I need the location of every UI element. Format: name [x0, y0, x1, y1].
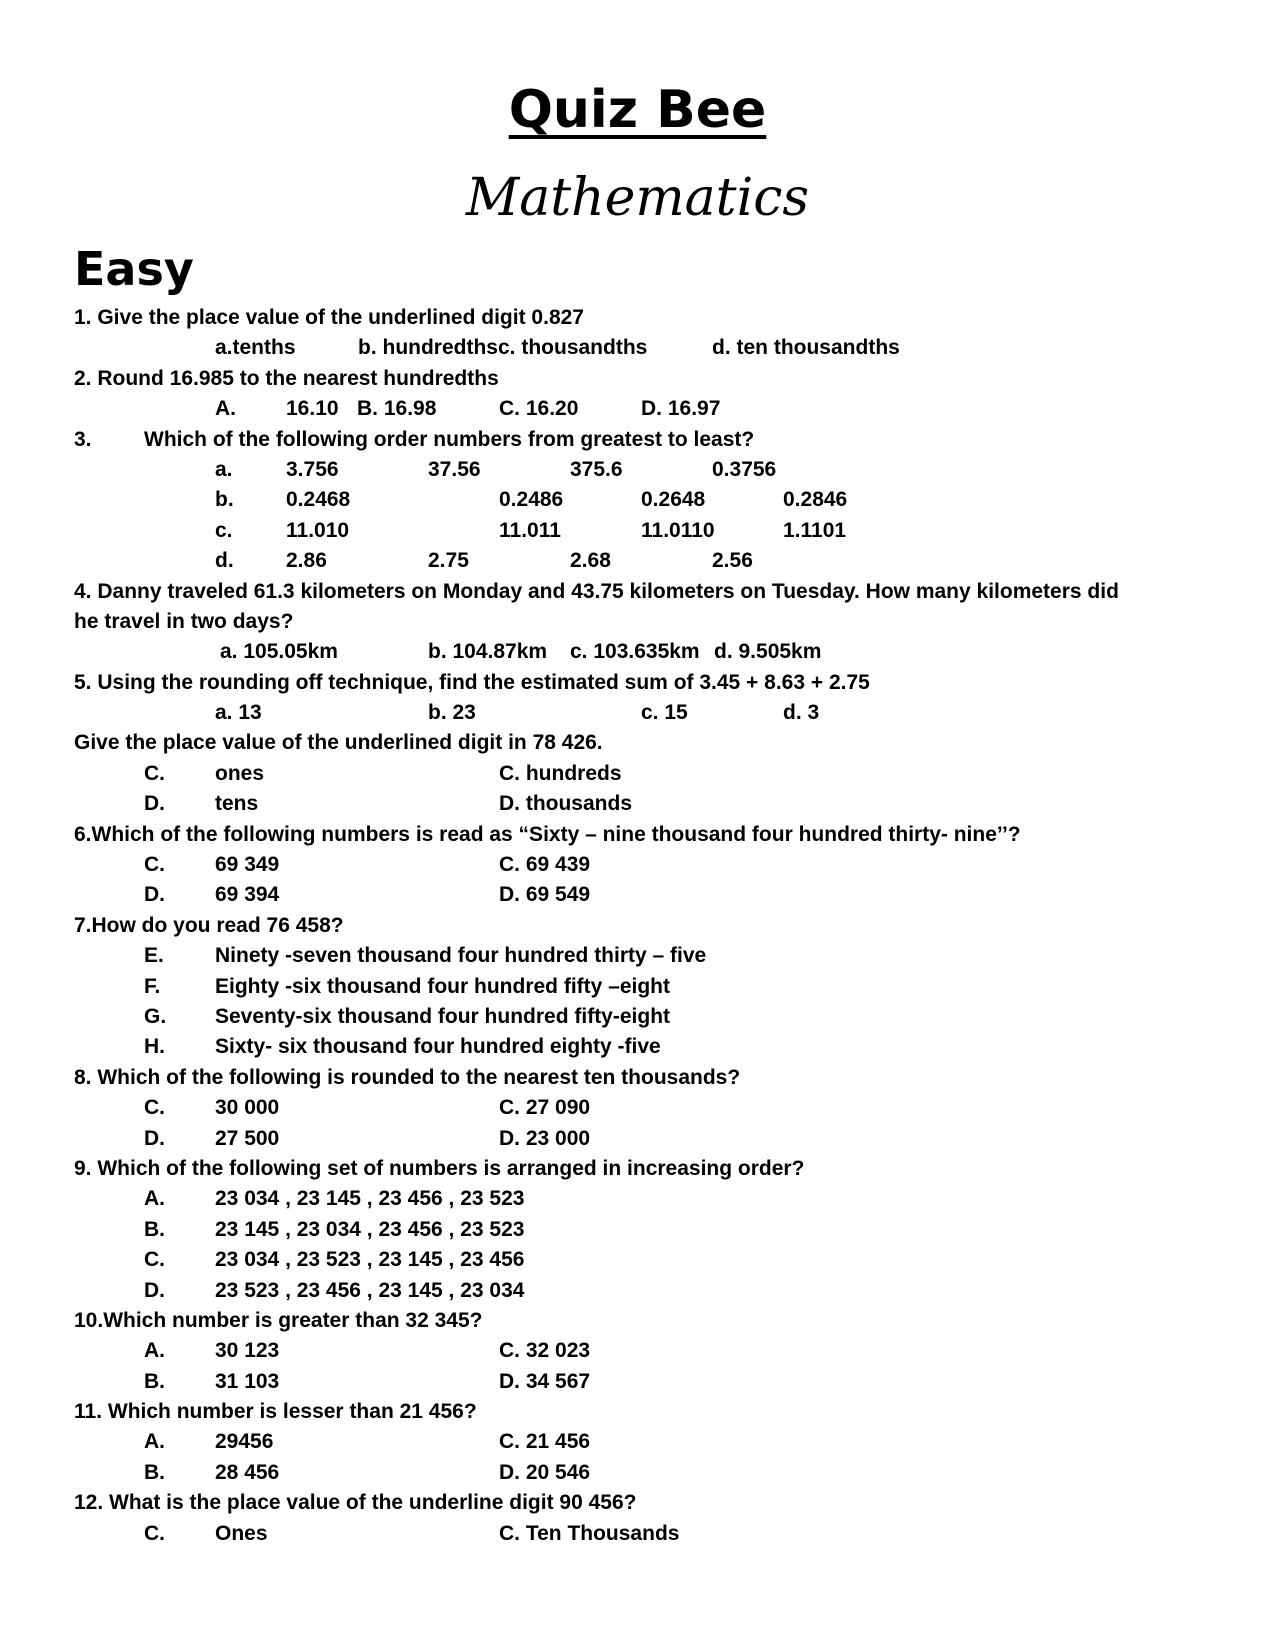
value: 11.010: [286, 518, 350, 542]
value: 375.6: [570, 457, 623, 481]
choice-label: d.: [215, 549, 234, 573]
choice: C. hundreds: [499, 761, 622, 785]
choice-label: D.: [144, 792, 165, 816]
choice: Eighty -six thousand four hundred fifty –eight: [215, 974, 670, 998]
choice-label: C.: [144, 1096, 165, 1120]
choice: C. 27 090: [499, 1096, 591, 1120]
choice: 69 349: [215, 853, 280, 877]
choice-row: [74, 1367, 1214, 1397]
question-3-row-b: [74, 485, 1214, 515]
choice-label: C.: [144, 761, 165, 785]
question-10: [74, 1306, 1214, 1336]
question-7: [74, 911, 1214, 941]
choice-label: A.: [215, 397, 236, 421]
choice: 29456: [215, 1430, 274, 1454]
question-4: [74, 577, 1214, 607]
choice-row: [74, 1427, 1214, 1457]
choice: 31 103: [215, 1369, 280, 1393]
choice: 23 523 , 23 456 , 23 145 , 23 034: [215, 1278, 525, 1302]
question-text: Give the place value of the underlined digit in 78 426.: [74, 731, 603, 755]
choice: d. ten thousandths: [712, 336, 900, 360]
choice-label: B.: [144, 1460, 165, 1484]
choice: C. 32 023: [499, 1339, 591, 1363]
choice-label: A.: [144, 1339, 165, 1363]
question-5-choices: [74, 698, 1214, 728]
question-2-choices: [74, 394, 1214, 424]
choice: d. 9.505km: [714, 640, 822, 664]
question-place-value: [74, 728, 1214, 758]
choice-label: C.: [144, 1248, 165, 1272]
choice: Sixty- six thousand four hundred eighty -five: [215, 1035, 661, 1059]
question-11: [74, 1397, 1214, 1427]
choice-row: [74, 1276, 1214, 1306]
question-5: [74, 668, 1214, 698]
choice: C. Ten Thousands: [499, 1521, 680, 1545]
choice: D. 34 567: [499, 1369, 591, 1393]
choice: 16.10: [286, 397, 339, 421]
question-text: 6.Which of the following numbers is read as “Sixty – nine thousand four hundred thirty- nine’’?: [74, 822, 1021, 846]
value: 2.68: [570, 549, 611, 573]
question-1: [74, 303, 1214, 333]
question-text: 11. Which number is lesser than 21 456?: [74, 1400, 477, 1424]
choice-row: [74, 1336, 1214, 1366]
choice: C. 16.20: [499, 397, 579, 421]
question-4-cont: [74, 607, 1214, 637]
question-1-choices: [74, 333, 1214, 363]
question-8: [74, 1063, 1214, 1093]
choice: Seventy-six thousand four hundred fifty-eight: [215, 1004, 671, 1028]
choice-label: B.: [144, 1217, 165, 1241]
choice: 30 000: [215, 1096, 280, 1120]
value: 37.56: [428, 457, 481, 481]
question-text: 9. Which of the following set of numbers is arranged in increasing order?: [74, 1156, 805, 1180]
question-text: 2. Round 16.985 to the nearest hundredths: [74, 366, 499, 390]
question-3-row-c: [74, 516, 1214, 546]
question-text: 4. Danny traveled 61.3 kilometers on Monday and 43.75 kilometers on Tuesday. How many kilometers did: [74, 579, 1119, 603]
question-text: 8. Which of the following is rounded to the nearest ten thousands?: [74, 1065, 741, 1089]
choice: Ones: [215, 1521, 268, 1545]
choice-row: [74, 1458, 1214, 1488]
question-12: [74, 1488, 1214, 1518]
choice-row: [74, 1184, 1214, 1214]
question-number: 3.: [74, 427, 92, 451]
choice-label: F.: [144, 974, 161, 998]
section-heading: Easy: [74, 242, 194, 296]
question-text: 1. Give the place value of the underlined digit 0.827: [74, 306, 584, 329]
choice: d. 3: [783, 701, 820, 725]
page-subtitle: Mathematics: [465, 168, 810, 228]
choice: ones: [215, 761, 265, 785]
choice-row: [74, 880, 1214, 910]
choice-label: E.: [144, 944, 164, 968]
value: 3.756: [286, 457, 339, 481]
choice-label: D.: [144, 883, 165, 907]
choice-label: D.: [144, 1126, 165, 1150]
question-text: 7.How do you read 76 458?: [74, 913, 344, 937]
choice-row: [74, 972, 1214, 1002]
value: 0.2468: [286, 488, 351, 512]
question-4-choices: [74, 637, 1214, 667]
choice: b. 104.87km: [428, 640, 548, 664]
question-text: he travel in two days?: [74, 609, 294, 633]
value: 11.0110: [641, 518, 715, 542]
choice: a.tenths: [215, 336, 296, 360]
choice: a. 105.05km: [220, 640, 338, 664]
choice: B. 16.98: [357, 397, 437, 421]
choice-row: [74, 759, 1214, 789]
question-text: Which of the following order numbers from greatest to least?: [144, 427, 755, 451]
value: 0.2486: [499, 488, 564, 512]
choice: a. 13: [215, 701, 262, 725]
choice: C. 69 439: [499, 853, 591, 877]
choice: c. thousandths: [498, 336, 648, 360]
choice-row: [74, 941, 1214, 971]
choice-row: [74, 850, 1214, 880]
choice: tens: [215, 792, 259, 816]
choice-label: C.: [144, 1521, 165, 1545]
choice-row: [74, 789, 1214, 819]
choice-row: [74, 1002, 1214, 1032]
value: 0.2846: [783, 488, 848, 512]
choice: c. 15: [641, 701, 688, 725]
value: 1.1101: [783, 518, 847, 542]
choice: 69 394: [215, 883, 280, 907]
question-2: [74, 364, 1214, 394]
choice: D. 69 549: [499, 883, 591, 907]
choice-row: [74, 1124, 1214, 1154]
choice-row: [74, 1093, 1214, 1123]
value: 0.2648: [641, 488, 706, 512]
question-9: [74, 1154, 1214, 1184]
choice-label: b.: [215, 488, 234, 512]
choice: C. 21 456: [499, 1430, 591, 1454]
page-title: Quiz Bee: [508, 80, 767, 140]
choice-label: A.: [144, 1187, 165, 1211]
question-text: 12. What is the place value of the underline digit 90 456?: [74, 1491, 637, 1515]
question-text: 10.Which number is greater than 32 345?: [74, 1308, 483, 1332]
question-3-row-a: [74, 455, 1214, 485]
question-3-row-d: [74, 546, 1214, 576]
question-6: [74, 820, 1214, 850]
choice: 23 034 , 23 145 , 23 456 , 23 523: [215, 1187, 525, 1211]
value: 2.86: [286, 549, 327, 573]
choice: c. 103.635km: [570, 640, 700, 664]
choice: D. 20 546: [499, 1460, 591, 1484]
choice-label: a.: [215, 457, 233, 481]
value: 11.011: [499, 518, 561, 542]
choice-row: [74, 1032, 1214, 1062]
choice: D. thousands: [499, 792, 633, 816]
choice-label: C.: [144, 853, 165, 877]
choice: b. 23: [428, 701, 476, 725]
value: 2.75: [428, 549, 469, 573]
choice-row: [74, 1215, 1214, 1245]
choice: 28 456: [215, 1460, 280, 1484]
choice: Ninety -seven thousand four hundred thirty – five: [215, 944, 707, 968]
choice-label: D.: [144, 1278, 165, 1302]
choice-label: G.: [144, 1004, 167, 1028]
choice: D. 16.97: [641, 397, 721, 421]
choice-label: B.: [144, 1369, 165, 1393]
choice-label: H.: [144, 1035, 165, 1059]
value: 0.3756: [712, 457, 777, 481]
choice: D. 23 000: [499, 1126, 591, 1150]
question-text: 5. Using the rounding off technique, find the estimated sum of 3.45 + 8.63 + 2.75: [74, 670, 870, 694]
choice-row: [74, 1245, 1214, 1275]
choice-label: A.: [144, 1430, 165, 1454]
question-3: [74, 425, 1214, 455]
choice-row: [74, 1519, 1214, 1549]
choice: b. hundredths: [358, 336, 498, 360]
choice-label: c.: [215, 518, 233, 542]
choice: 23 145 , 23 034 , 23 456 , 23 523: [215, 1217, 525, 1241]
value: 2.56: [712, 549, 753, 573]
choice: 23 034 , 23 523 , 23 145 , 23 456: [215, 1248, 525, 1272]
question-list: [74, 303, 1214, 1549]
choice: 30 123: [215, 1339, 280, 1363]
choice: 27 500: [215, 1126, 280, 1150]
